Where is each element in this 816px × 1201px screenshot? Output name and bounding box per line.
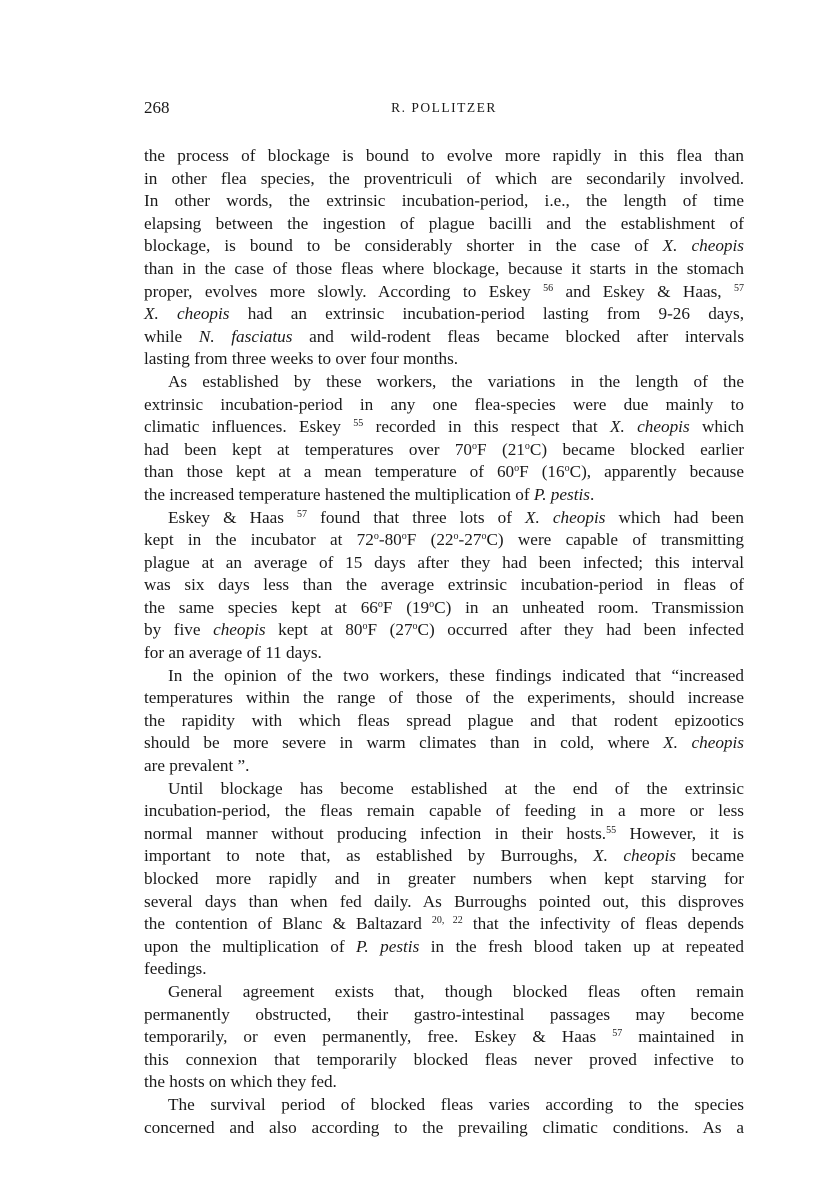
text-line: had been kept at temperatures over 70$^o$F (21$^o$C) became blocked earlier <box>144 439 744 459</box>
page-number: 268 <box>144 98 170 117</box>
text-line: for an average of 11 days. <box>144 643 322 663</box>
text-line: important to note that, as established by Burroughs, X. cheopis became <box>144 846 744 866</box>
text-line: was six days less than the average extrinsic incubation-period in fleas of <box>144 575 744 595</box>
text-line: by five cheopis kept at 80$^o$F (27$^o$C) occurred after they had been infected <box>144 620 744 640</box>
text-line: normal manner without producing infection in their hosts.$^{55}$ However, it is <box>144 823 744 843</box>
page-header <box>144 98 744 122</box>
paragraph <box>144 371 744 507</box>
text-line: upon the multiplication of P. pestis in the fresh blood taken up at repeated <box>144 936 744 956</box>
paragraph <box>144 145 744 371</box>
text-line: the increased temperature hastened the multiplication of P. pestis. <box>144 484 595 504</box>
text-line: are prevalent ”. <box>144 756 250 776</box>
text-line: temperatures within the range of those of the experiments, should increase <box>144 688 744 708</box>
text-line: Until blockage has become established at the end of the extrinsic <box>168 778 744 798</box>
text-line: As established by these workers, the variations in the length of the <box>168 371 744 391</box>
text-line: the contention of Blanc & Baltazard $^{20, 22}$ that the infectivity of fleas depends <box>144 914 744 934</box>
body-text <box>144 145 744 1139</box>
text-line: permanently obstructed, their gastro-intestinal passages may become <box>144 1004 744 1024</box>
text-line: extrinsic incubation-period in any one flea-species were due mainly to <box>144 394 744 414</box>
text-line: blocked more rapidly and in greater numbers when kept starving for <box>144 869 744 888</box>
text-line: temporarily, or even permanently, free. Eskey & Haas $^{57}$ maintained in <box>144 1027 744 1047</box>
text-line: proper, evolves more slowly. According to Eskey $^{56}$ and Eskey & Haas, $^{57}$ <box>144 281 744 301</box>
text-line: while N. fasciatus and wild-rodent fleas became blocked after intervals <box>144 326 745 346</box>
text-line: General agreement exists that, though blocked fleas often remain <box>168 981 744 1001</box>
text-line: the rapidity with which fleas spread plague and that rodent epizootics <box>144 710 744 730</box>
text-line: this connexion that temporarily blocked fleas never proved infective to <box>144 1049 744 1069</box>
paragraph <box>144 1094 744 1139</box>
text-line: elapsing between the ingestion of plague bacilli and the establishment of <box>144 213 744 233</box>
text-line: The survival period of blocked fleas varies according to the species <box>168 1094 744 1114</box>
paragraph <box>144 507 744 665</box>
text-line: climatic influences. Eskey $^{55}$ recorded in this respect that X. cheopis which <box>144 417 744 437</box>
text-line: in other flea species, the proventriculi of which are secondarily involved. <box>144 168 744 188</box>
text-line: the same species kept at 66$^o$F (19$^o$C) in an unheated room. Transmission <box>144 597 744 617</box>
text-line: should be more severe in warm climates than in cold, where X. cheopis <box>144 733 744 753</box>
text-line: than in the case of those fleas where blockage, because it starts in the stomach <box>144 258 744 278</box>
text-line: concerned and also according to the prevailing climatic conditions. As a <box>144 1117 744 1137</box>
text-line: blockage, is bound to be considerably shorter in the case of X. cheopis <box>144 236 744 256</box>
paragraph <box>144 981 744 1094</box>
text-line: In other words, the extrinsic incubation-period, i.e., the length of time <box>144 191 744 211</box>
text-line: kept in the incubator at 72$^o$-80$^o$F (22$^o$-27$^o$C) were capable of transmitting <box>144 530 744 550</box>
text-line: than those kept at a mean temperature of 60$^o$F (16$^o$C), apparently because <box>144 462 744 482</box>
text-line: In the opinion of the two workers, these findings indicated that “increased <box>168 665 744 685</box>
text-line: Eskey & Haas $^{57}$ found that three lots of X. cheopis which had been <box>168 507 745 527</box>
text-line: plague at an average of 15 days after they had been infected; this interval <box>144 552 744 572</box>
text-line: incubation-period, the fleas remain capable of feeding in a more or less <box>144 801 744 821</box>
text-line: lasting from three weeks to over four months. <box>144 349 459 369</box>
text-line: several days than when fed daily. As Burroughs pointed out, this disproves <box>144 891 744 911</box>
paragraph <box>144 665 744 778</box>
text-line: X. cheopis had an extrinsic incubation-period lasting from 9-26 days, <box>144 304 744 324</box>
paragraph <box>144 778 744 981</box>
text-line: the hosts on which they fed. <box>144 1072 337 1092</box>
text-line: feedings. <box>144 959 207 979</box>
running-head: R. POLLITZER <box>391 100 497 115</box>
text-line: the process of blockage is bound to evolve more rapidly in this flea than <box>144 146 744 165</box>
